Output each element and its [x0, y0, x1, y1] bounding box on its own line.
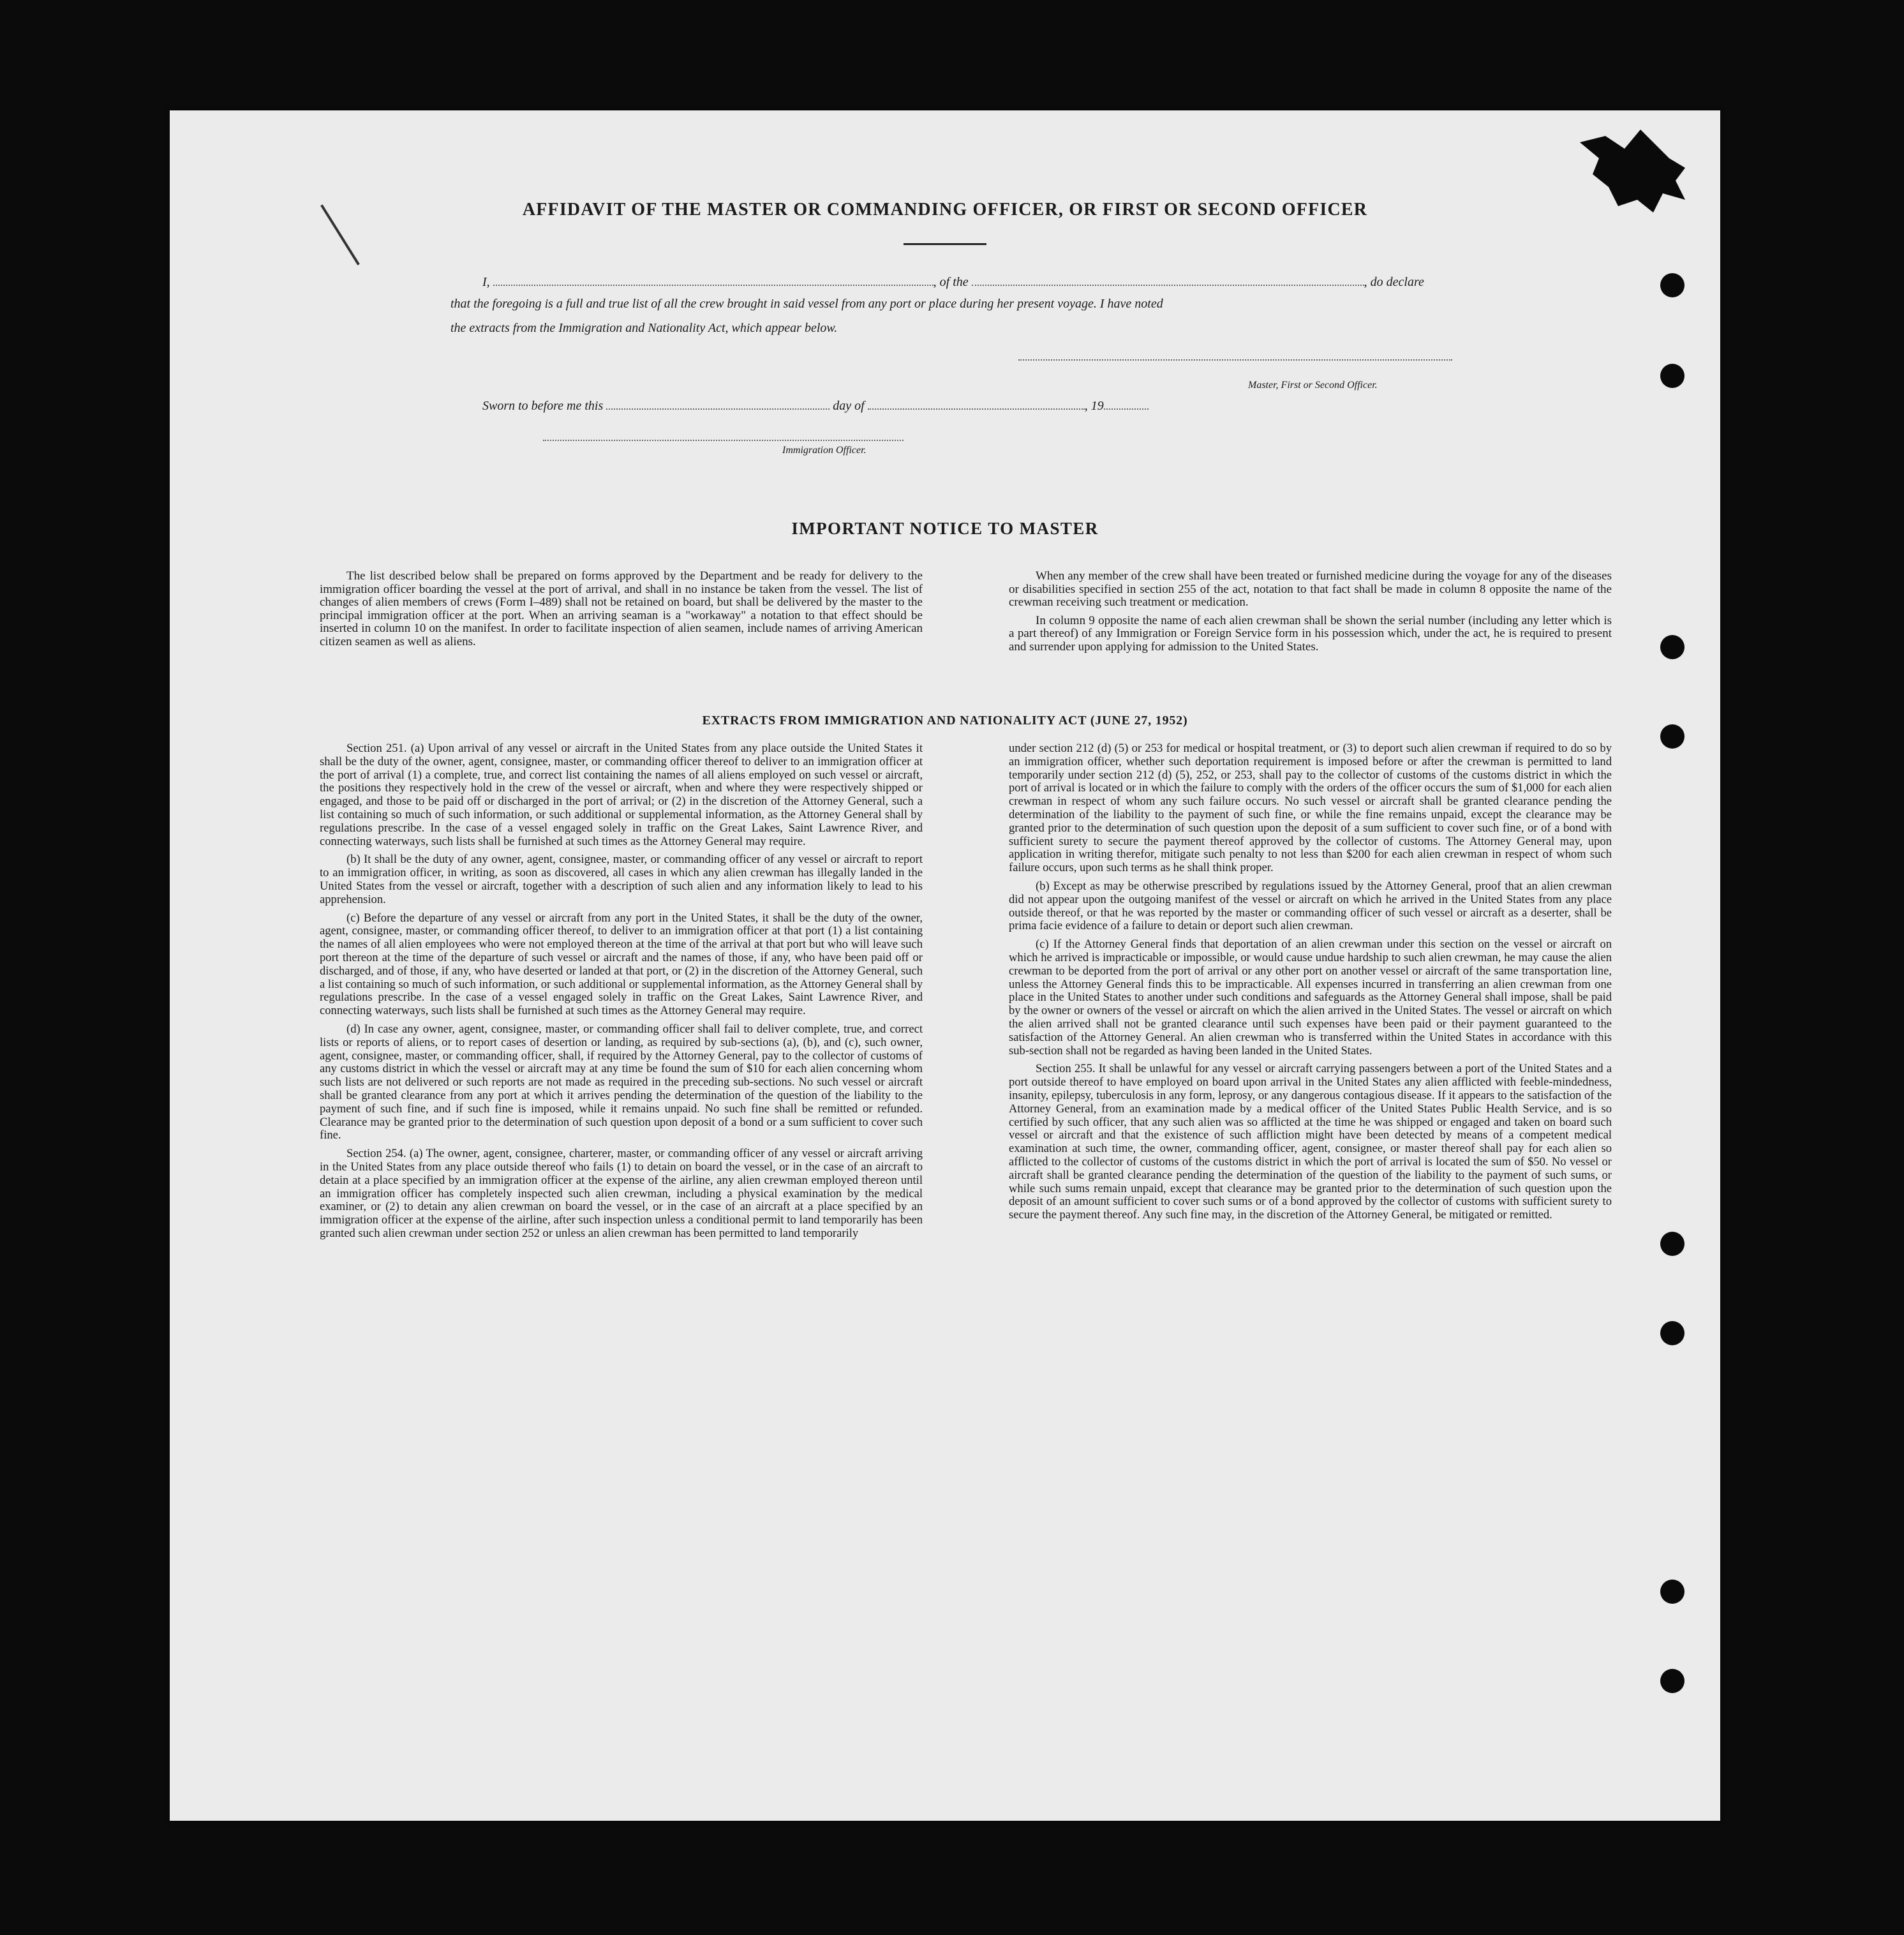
year-label: , 19	[1084, 399, 1104, 413]
master-signature-line[interactable]	[1018, 359, 1452, 361]
punch-hole	[1660, 1321, 1685, 1345]
sworn-month-blank[interactable]	[868, 396, 1085, 410]
punch-hole	[1660, 1232, 1685, 1256]
notice-title: IMPORTANT NOTICE TO MASTER	[791, 519, 1099, 538]
of-the-label: , of the	[933, 275, 969, 289]
section-251-d: (d) In case any owner, agent, consignee, master, or commanding officer shall fail to deliver complete, true, and correct lists or reports of aliens, or to report cases of desertion or landing, as required by sub-sections (a), (b), and (c), such owner, agent, consignee, master, or commanding officer, shall, if required by the Attorney General, pay to the collector of customs of any customs district in which the vessel or aircraft may at any time be found the sum of $10 for each alien concerning whom such lists are not delivered or such reports are not made as required in the preceding sub-sections. No such vessel or aircraft shall be granted clearance from any port at which it arrives pending the determination of the question of the liability to the payment of such fine, and if such fine is imposed, while it remains unpaid. No such fine shall be remitted or refunded. Clearance may be granted prior to the determination of such question upon deposit of a bond or a sum sufficient to cover such fine.	[320, 1022, 923, 1142]
extracts-right-column	[1009, 742, 1612, 1227]
punch-hole	[1660, 635, 1685, 659]
punch-hole	[1660, 1580, 1685, 1604]
notice-left-column	[320, 570, 923, 654]
section-254-a: Section 254. (a) The owner, agent, consignee, charterer, master, or commanding officer of any vessel or aircraft arriving in the United States from any place outside thereof who fails (1) to detain on board the vessel, or in the case of an aircraft to detain at a place specified by an immigration officer at the expense of the airline, any alien crewman employed thereon until an immigration officer has completely inspected such alien crewman, including a physical examination by the medical examiner, or (2) to detain any alien crewman on board the vessel, or in the case of an aircraft at a place specified by an immigration officer at the expense of the airline, after such inspection unless a conditional permit to land temporarily has been granted such alien crewman under section 252 or unless an alien crewman has been permitted to land temporarily	[320, 1147, 923, 1240]
section-254-b: (b) Except as may be otherwise prescribed by regulations issued by the Attorney General, proof that an alien crewman did not appear upon the outgoing manifest of the vessel or aircraft on which he arrived in the United States from any place outside thereof, or that he was reported by the master or commanding officer of such vessel or aircraft as a deserter, shall be prima facie evidence of a failure to detain or deport such alien crewman.	[1009, 879, 1612, 933]
section-254-a-continued: under section 212 (d) (5) or 253 for medical or hospital treatment, or (3) to deport such alien crewman if required to do so by an immigration officer, whether such deportation requirement is imposed before or after the crewman is permitted to land temporarily under section 212 (d) (5), 252, or 253, shall pay to the collector of customs of the customs district in which the port of arrival is located or in which the failure to comply with the orders of the officer occurs the sum of $1,000 for each alien crewman in respect of whom any such failure occurs. No such vessel or aircraft shall be granted clearance pending the determination of the liability to the payment of such fine, or while the fine remains unpaid, except the clearance may be granted prior to the determination of such question upon the deposit of a sum sufficient to cover such fine, or of a bond with sufficient surety to secure the payment thereof approved by the collector of customs. The Attorney General may, upon application in writing therefor, mitigate such penalty to not less than $200 for each alien crewman in respect of whom such failure occurs, upon such terms as he shall think proper.	[1009, 742, 1612, 875]
master-caption: Master, First or Second Officer.	[1248, 380, 1378, 391]
section-251-b: (b) It shall be the duty of any owner, agent, consignee, master, or commanding officer of any vessel or aircraft to report to an immigration officer, in writing, as soon as discovered, all cases in which any alien crewman has illegally landed in the United States from the vessel or aircraft, together with a description of such alien and any information likely to lead to his apprehension.	[320, 853, 923, 906]
year-blank[interactable]	[1104, 396, 1149, 410]
immigration-signature-line[interactable]	[543, 440, 904, 441]
punch-hole	[1660, 1669, 1685, 1693]
notice-right-paragraph-1: When any member of the crew shall have been treated or furnished medicine during the voyage for any of the diseases or disabilities specified in section 255 of the act, notation to that fact shall be made in column 8 opposite the name of the crewman receiving such treatment or medication.	[1009, 569, 1612, 609]
day-of-label: day of	[833, 399, 865, 413]
vessel-blank[interactable]	[972, 272, 1364, 286]
affidavit-title: AFFIDAVIT OF THE MASTER OR COMMANDING OFFICER, OR FIRST OR SECOND OFFICER	[522, 200, 1368, 220]
sworn-line	[482, 396, 1376, 414]
punch-hole	[1660, 724, 1685, 749]
section-254-c: (c) If the Attorney General finds that deportation of an alien crewman under this section on the vessel or aircraft on which he arrived is impracticable or impossible, or would cause undue hardship to such alien crewman, he may cause the alien crewman to be deported from the port of arrival or any other port on another vessel or aircraft of the same transportation line, unless the Attorney General finds this to be impracticable. All expenses incurred in transferring an alien crewman from one place in the United States to another under such conditions and safeguards as the Attorney General shall impose, shall be paid by the owner or owners of the vessel or aircraft on which the alien arrived in the United States. The vessel or aircraft on which the alien arrived shall not be granted clearance until such expenses have been paid or their payment guaranteed to the satisfaction of the Attorney General. An alien crewman who is transferred within the United States in accordance with this sub-section shall not be regarded as having been landed in the United States.	[1009, 938, 1612, 1057]
do-declare-label: , do declare	[1364, 275, 1424, 289]
sworn-label: Sworn to before me this	[482, 399, 604, 413]
section-255: Section 255. It shall be unlawful for any vessel or aircraft carrying passengers between a port of the United States and a port outside thereof to have employed on board upon arrival in the United States any alien afflicted with feeble-mindedness, insanity, epilepsy, tuberculosis in any form, leprosy, or any dangerous contagious disease. If it appears to the satisfaction of the Attorney General, from an examination made by a medical officer of the United States Public Health Service, and is so certified by such officer, that any such alien was so afflicted at the time he was shipped or engaged and taken on board such vessel or aircraft and that the existence of such affliction might have been detected by means of a competent medical examination at such time, the owner, commanding officer, agent, consignee, or master thereof shall pay for each alien so afflicted to the collector of customs of the customs district in which the port of arrival is located the sum of $50. No vessel or aircraft shall be granted clearance pending the determination of the question of the liability to the payment of such sums, or while such sums remain unpaid, except that clearance may be granted prior to the determination of such question upon the deposit of an amount sufficient to cover such sums or of a bond approved by the collector of customs with sufficient surety to secure the payment thereof. Any such fine may, in the discretion of the Attorney General, be mitigated or remitted.	[1009, 1062, 1612, 1222]
i-label: I,	[482, 275, 490, 289]
sworn-day-blank[interactable]	[606, 396, 829, 410]
declaration-line	[482, 272, 1618, 290]
name-blank[interactable]	[493, 272, 933, 286]
section-251-a: Section 251. (a) Upon arrival of any vessel or aircraft in the United States from any place outside the United States it shall be the duty of the owner, agent, consignee, master, or commanding officer thereof to deliver to an immigration officer at the port of arrival (1) a complete, true, and correct list containing the names of all aliens employed on such vessel or aircraft, the positions they respectively hold in the crew of the vessel or aircraft, when and where they were respectively shipped or engaged, and those to be paid off or discharged in the port of arrival; or (2) in the discretion of the Attorney General, such a list containing so much of such information, or such additional or supplemental information, as the Attorney General shall by regulations prescribe. In the case of a vessel engaged solely in traffic on the Great Lakes, Saint Lawrence River, and connecting waterways, such lists shall be furnished at such times as the Attorney General may require.	[320, 742, 923, 848]
extracts-left-column	[320, 742, 923, 1246]
declaration-text-3: the extracts from the Immigration and Nationality Act, which appear below.	[450, 321, 838, 335]
punch-hole	[1660, 273, 1685, 297]
title-rule	[904, 243, 986, 245]
section-251-c: (c) Before the departure of any vessel or aircraft from any port in the United States, it shall be the duty of the owner, agent, consignee, master, or commanding officer thereof, to deliver to an immigration officer at that port (1) a list containing the names of all alien employees who were not employed thereon at the time of the arrival at that port but who will leave such port thereon at the time of the departure of such vessel or aircraft and the names of those, if any, who have been paid off or discharged, and of those, if any, who have deserted or landed at that port, or (2) in the discretion of the Attorney General, such a list containing so much of such information, or such additional or supplemental information, as the Attorney General shall by regulations prescribe. In the case of a vessel engaged solely in traffic on the Great Lakes, Saint Lawrence River, and connecting waterways, such lists shall be furnished at such times as the Attorney General may require.	[320, 911, 923, 1018]
punch-hole	[1660, 364, 1685, 388]
form-page	[170, 110, 1720, 1821]
declaration-text-2: that the foregoing is a full and true list of all the crew brought in said vessel from any port or place during her present voyage. I have noted	[450, 297, 1163, 311]
notice-right-paragraph-2: In column 9 opposite the name of each alien crewman shall be shown the serial number (including any letter which is a part thereof) of any Immigration or Foreign Service form in his possession which, under the act, he is required to present and surrender upon applying for admission to the United States.	[1009, 613, 1612, 654]
immigration-caption: Immigration Officer.	[782, 445, 866, 456]
notice-right-column	[1009, 570, 1612, 659]
extracts-title: EXTRACTS FROM IMMIGRATION AND NATIONALITY ACT (JUNE 27, 1952)	[702, 713, 1188, 728]
notice-left-paragraph: The list described below shall be prepared on forms approved by the Department and be ready for delivery to the immigration officer boarding the vessel at the port of arrival, and shall in no instance be taken from the vessel. The list of changes of alien members of crews (Form I–489) shall not be retained on board, but shall be delivered by the master to the principal immigration officer at the port. When an arriving seaman is a "workaway" a notation to that effect should be inserted in column 10 on the manifest. In order to facilitate inspection of alien seamen, include names of arriving American citizen seamen as well as aliens.	[320, 569, 923, 648]
